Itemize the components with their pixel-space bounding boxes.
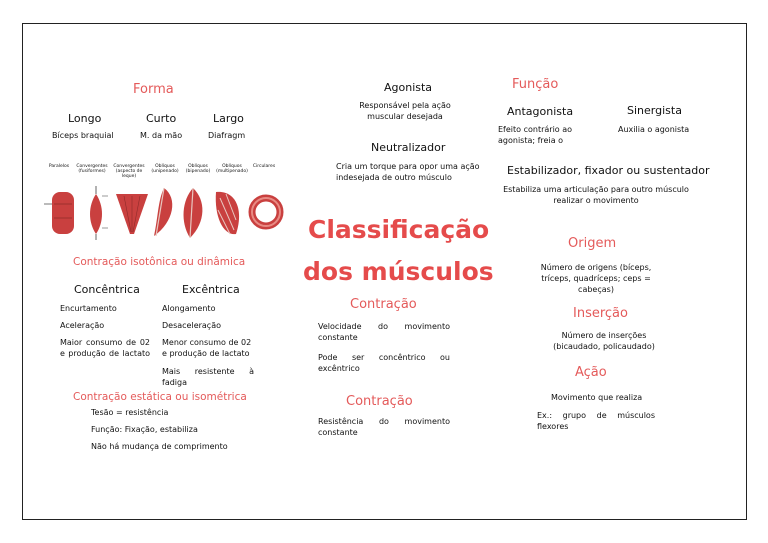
forma-title: Forma bbox=[133, 82, 174, 97]
forma-curto-label: Curto bbox=[146, 112, 177, 125]
concentrica-item: Encurtamento bbox=[60, 304, 117, 313]
estatica-title: Contração estática ou isométrica bbox=[73, 391, 247, 403]
shape-label-fusiformes: Convergentes (fusiformes) bbox=[76, 164, 108, 174]
funcao-title: Função bbox=[512, 77, 559, 92]
forma-longo-label: Longo bbox=[68, 112, 102, 125]
leque-muscle-icon bbox=[116, 194, 148, 234]
neutralizador-label: Neutralizador bbox=[371, 141, 446, 154]
shape-label-unipenado: Oblíquos (unipenado) bbox=[151, 164, 179, 174]
concentrica-item: Maior consumo de 02 e produção de lactato bbox=[60, 338, 150, 358]
shape-label-paralelos: Paralelos bbox=[48, 164, 70, 169]
isotonica-title: Contração isotônica ou dinâmica bbox=[73, 256, 246, 268]
estatica-item: Não há mudança de comprimento bbox=[91, 442, 228, 451]
muscle-shapes-illustration bbox=[40, 182, 285, 242]
excentrica-item: Mais resistente à fadiga bbox=[162, 367, 254, 387]
sinergista-desc: Auxilia o agonista bbox=[618, 125, 690, 134]
excentrica-label: Excêntrica bbox=[182, 283, 240, 296]
estabilizador-desc: Estabiliza uma articulação para outro músculo realizar o movimento bbox=[503, 185, 689, 205]
neutralizador-desc: Cria um torque para opor uma ação indesejada de outro músculo bbox=[336, 162, 480, 182]
concentrica-label: Concêntrica bbox=[74, 283, 140, 296]
origem-desc: Número de origens (bíceps, tríceps, quadríceps; ceps = cabeças) bbox=[540, 263, 652, 294]
concentrica-item: Aceleração bbox=[60, 321, 105, 330]
main-title-line2: dos músculos bbox=[303, 257, 494, 286]
fusiforme-muscle-icon bbox=[90, 186, 108, 240]
paralelos-muscle-icon bbox=[44, 192, 74, 234]
forma-largo-label: Largo bbox=[213, 112, 244, 125]
excentrica-item: Desaceleração bbox=[162, 321, 222, 330]
shape-label-bipenado: Oblíquos (bipenado) bbox=[185, 164, 211, 174]
contracao2-title: Contração bbox=[346, 394, 413, 409]
bipenado-muscle-icon bbox=[184, 188, 203, 238]
forma-longo-example: Bíceps braquial bbox=[52, 131, 114, 140]
contracao2-item: Resistência do movimento constante bbox=[318, 417, 450, 437]
antagonista-label: Antagonista bbox=[507, 105, 574, 118]
contracao1-title: Contração bbox=[350, 297, 417, 312]
contracao1-item: Pode ser concêntrico ou excêntrico bbox=[318, 353, 450, 373]
origem-title: Origem bbox=[568, 236, 617, 251]
insercao-desc: Número de inserções (bicaudado, policaudado) bbox=[553, 331, 655, 351]
estabilizador-label: Estabilizador, fixador ou sustentador bbox=[507, 164, 710, 177]
acao-desc: Movimento que realiza bbox=[551, 393, 643, 402]
excentrica-item: Alongamento bbox=[162, 304, 216, 313]
main-title-line1: Classificação bbox=[308, 215, 490, 244]
acao-title: Ação bbox=[575, 365, 607, 380]
shape-label-multipenado: Oblíquos (multipenado) bbox=[216, 164, 248, 174]
acao-example: Ex.: grupo de músculos flexores bbox=[537, 411, 655, 431]
shape-label-leque: Convergentes (aspecto de leque) bbox=[113, 164, 145, 179]
excentrica-item: Menor consumo de 02 e produção de lactato bbox=[162, 338, 252, 358]
circular-muscle-icon bbox=[252, 198, 280, 226]
estatica-item: Função: Fixação, estabiliza bbox=[91, 425, 198, 434]
sinergista-label: Sinergista bbox=[627, 104, 682, 117]
unipenado-muscle-icon bbox=[154, 188, 172, 236]
estatica-item: Tesão = resistência bbox=[91, 408, 169, 417]
agonista-desc: Responsável pela ação muscular desejada bbox=[359, 101, 451, 121]
antagonista-desc: Efeito contrário ao agonista; freia o bbox=[498, 125, 573, 145]
forma-curto-example: M. da mão bbox=[140, 131, 183, 140]
forma-largo-example: Diafragm bbox=[208, 131, 246, 140]
shape-label-circulares: Circulares bbox=[252, 164, 276, 169]
agonista-label: Agonista bbox=[384, 81, 433, 94]
contracao1-item: Velocidade do movimento constante bbox=[318, 322, 450, 342]
insercao-title: Inserção bbox=[573, 306, 628, 321]
multipenado-muscle-icon bbox=[216, 192, 239, 234]
